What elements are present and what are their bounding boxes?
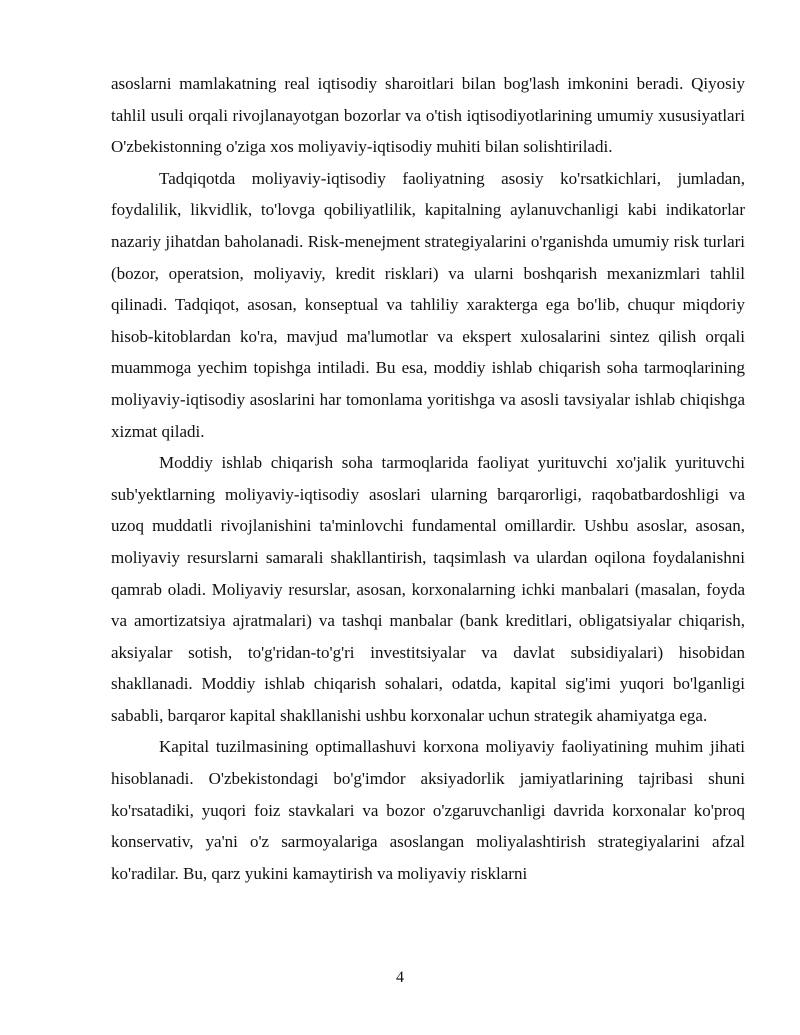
paragraph-capital-structure: Kapital tuzilmasining optimallashuvi korxona moliyaviy faoliyatining muhim jihati hisoblanadi. O'zbekistondagi bo'g'imdor aksiyadorlik jamiyatlarining tajribasi shuni ko'rsatadiki, yuqori foiz stavkalari va bozor o'zgaruvchanligi davrida korxonalar ko'proq konservativ, ya'ni o'z sarmoyalariga asoslangan moliyalashtirish strategiyalarini afzal ko'radilar. Bu, qarz yukini kamaytirish va moliyaviy risklarni [111, 737, 745, 883]
paragraph-continuation: asoslarni mamlakatning real iqtisodiy sharoitlari bilan bog'lash imkonini beradi. Qiyosiy tahlil usuli orqali rivojlanayotgan bozorlar va o'tish iqtisodiyotlarining umumiy xususiyatlari O'zbekistonning o'ziga xos moliyaviy-iqtisodiy muhiti bilan solishtiriladi. [111, 74, 745, 157]
page-number: 4 [396, 969, 404, 986]
paragraph-financial-foundations: Moddiy ishlab chiqarish soha tarmoqlarida faoliyat yurituvchi xo'jalik yurituvchi sub'yektlarning moliyaviy-iqtisodiy asoslari ularning barqarorligi, raqobatbardoshligi va uzoq muddatli rivojlanishini ta'minlovchi fundamental omillardir. Ushbu asoslar, asosan, moliyaviy resurslarni samarali shakllantirish, taqsimlash va ulardan oqilona foydalanishni qamrab oladi. Moliyaviy resurslar, asosan, korxonalarning ichki manbalari (masalan, foyda va amortizatsiya ajratmalari) va tashqi manbalar (bank kreditlari, obligatsiyalar chiqarish, aksiyalar sotish, to'g'ridan-to'g'ri investitsiyalar va davlat subsidiyalari) hisobidan shakllanadi. Moddiy ishlab chiqarish sohalari, odatda, kapital sig'imi yuqori bo'lganligi sababli, barqaror kapital shakllanishi ushbu korxonalar uchun strategik ahamiyatga ega. [111, 453, 745, 725]
document-page [111, 68, 745, 889]
paragraph-research-indicators: Tadqiqotda moliyaviy-iqtisodiy faoliyatning asosiy ko'rsatkichlari, jumladan, foydalilik, likvidlik, to'lovga qobiliyatlilik, kapitalning aylanuvchanligi kabi indikatorlar nazariy jihatdan baholanadi. Risk-menejment strategiyalarini o'rganishda umumiy risk turlari (bozor, operatsion, moliyaviy, kredit risklari) va ularni boshqarish mexanizmlari tahlil qilinadi. Tadqiqot, asosan, konseptual va tahliliy xarakterga ega bo'lib, chuqur miqdoriy hisob-kitoblardan ko'ra, mavjud ma'lumotlar va ekspert xulosalarini sintez qilish orqali muammoga yechim topishga intiladi. Bu esa, moddiy ishlab chiqarish soha tarmoqlarining moliyaviy-iqtisodiy asoslarini har tomonlama yoritishga va asosli tavsiyalar ishlab chiqishga xizmat qiladi. [111, 168, 745, 441]
